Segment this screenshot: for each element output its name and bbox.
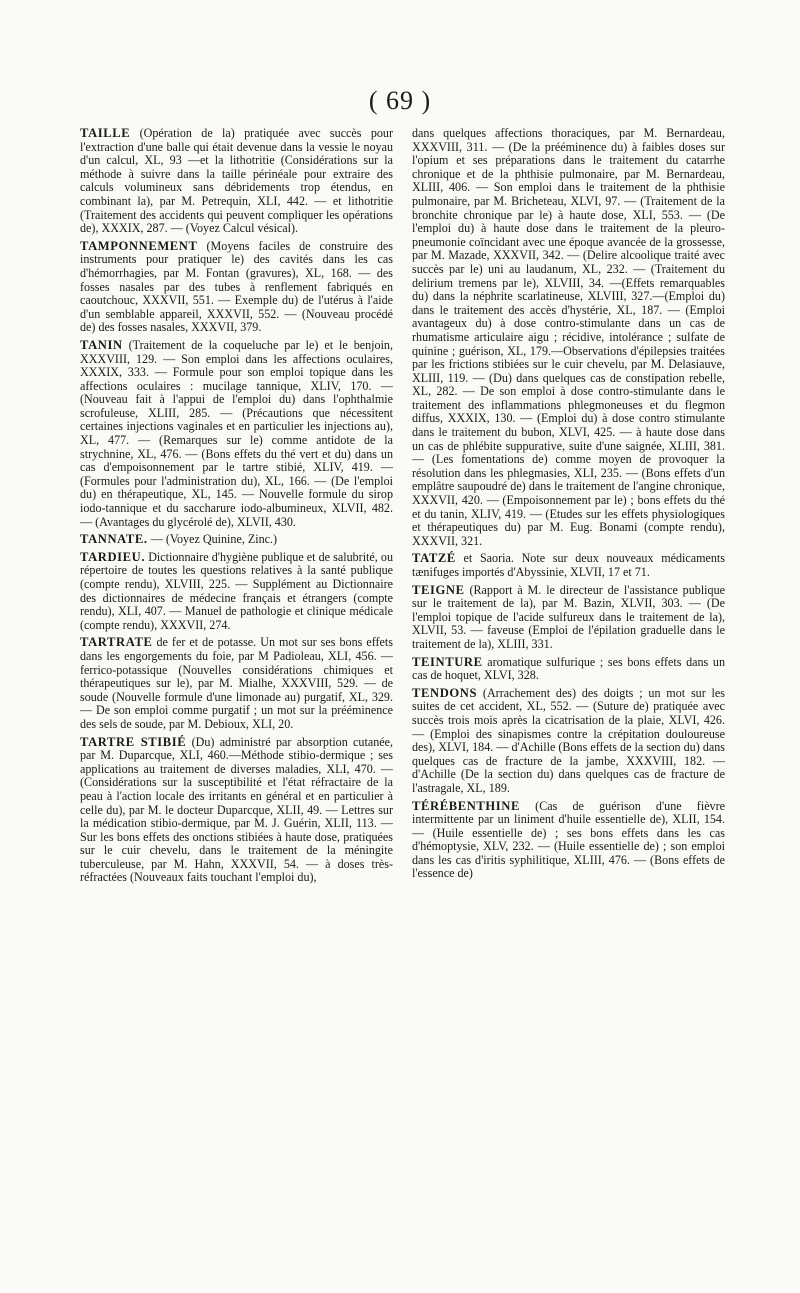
index-entry <box>80 533 393 547</box>
entry-heading: TEINTURE <box>412 654 483 669</box>
index-entry <box>412 552 725 579</box>
index-entry <box>80 636 393 731</box>
entry-text: Dictionnaire d'hygiène publique et de salubrité, ou répertoire de toutes les questions relatives à la santé publique (compte rendu), XLVIII, 225. — Supplément au Dictionnaire des dictionnaires de médecine français et étrangers (compte rendu), XLI, 407. — Manuel de pathologie et clinique médicale (compte rendu), XXXVII, 274. <box>80 549 393 632</box>
index-entry <box>80 736 393 886</box>
index-entry <box>80 551 393 633</box>
index-entry <box>412 687 725 796</box>
entry-text: (Arrachement des) des doigts ; un mot sur les suites de cet accident, XL, 552. — (Suture de) pratiquée avec succès trois mois après la cicatrisation de la plaie, XLVI, 426. — (Emploi des sinapismes contre la crépitation douloureuse des), XLVI, 184. — d'Achille (Bons effets de la section du) dans quelques cas de fracture de la jambe, XXXVIII, 182. — d'Achille (De la section du) dans quelques cas de fracture de l'astragale, XL, 189. <box>412 685 725 795</box>
entry-heading: TAMPONNEMENT <box>80 238 198 253</box>
entry-text: de fer et de potasse. Un mot sur ses bons effets dans les engorgements du foie, par M Padioleau, XLI, 456. — ferrico-potassique (Nouvelles considérations chimiques et thérapeutiques sur le), par M. Mialhe, XXXVIII, 529. — de soude (Nouvelle formule d'une limonade au) purgatif, XL, 329. — De son emploi comme purgatif ; un mot sur la prééminence des sels de soude, par M. Debioux, XLI, 20. <box>80 635 393 731</box>
entry-heading: TEIGNE <box>412 582 465 597</box>
entry-text: — (Voyez Quinine, Zinc.) <box>147 532 278 547</box>
entry-heading: TÉRÉBENTHINE <box>412 798 520 813</box>
right-column <box>412 127 725 885</box>
entry-heading: TANNATE. <box>80 532 148 547</box>
left-column <box>80 127 393 889</box>
entry-heading: TATZÉ <box>412 551 456 566</box>
entry-heading: TARTRATE <box>80 635 153 650</box>
index-entry <box>80 240 393 335</box>
index-entry <box>80 339 393 529</box>
entry-text: (Opération de la) pratiquée avec succès pour l'extraction d'une balle qui était devenue dans la vessie le noyau d'un calcul, XL, 93 —et la lithotritie (Considérations sur la méthode à suivre dans la taille périnéale pour extraire des calculs volumineux sans débridements trop étendus, en combinant la), par M. Petrequin, XLI, 442. — et lithotritie (Traitement des accidents qui peuvent compliquer les opérations de), XXXIX, 287. — (Voyez Calcul vésical). <box>80 126 393 236</box>
index-entry <box>412 800 725 882</box>
entry-text: (Rapport à M. le directeur de l'assistance publique sur le traitement de la), par M. Bazin, XLVII, 303. — (De l'emploi topique de l'acide sulfureux dans le traitement de la), XLVII, 53. — faveuse (Emploi de l'épilation graduelle dans le traitement de la), XLIII, 331. <box>412 582 725 651</box>
entry-text: et Saoria. Note sur deux nouveaux médicaments tænifuges importés d'Abyssinie, XLVII, 17 et 71. <box>412 551 725 579</box>
index-entry <box>412 127 725 548</box>
index-entry <box>412 656 725 683</box>
index-entry <box>412 584 725 652</box>
index-entry <box>80 127 393 236</box>
entry-text: (Du) administré par absorption cutanée, par M. Duparcque, XLI, 460.—Méthode stibio-dermique ; ses applications au traitement de diverses maladies, XLI, 470. — (Considérations sur la susceptibilité et l'état réfractaire de la peau à l'action locale des irritants en général et en particulier à celle du), par M. le docteur Duparcque, XLII, 49. — Lettres sur la médication stibio-dermique, par M. J. Guérin, XLII, 113. — Sur les bons effets des onctions stibiées à haute dose, pratiquées sur le cuir chevelu, dans le traitement de la méningite tuberculeuse, par M. Hahn, XXXVII, 54. — à doses très-réfractées (Nouveaux faits touchant l'emploi du), <box>80 734 393 885</box>
entry-text: (Traitement de la coqueluche par le) et le benjoin, XXXVIII, 129. — Son emploi dans les affections oculaires, XXXIX, 333. — Formule pour son emploi topique dans les affections oculaires : mucilage tannique, XLIV, 170. — (Nouveau fait à l'appui de l'emploi du) dans l'ophthalmie scrofuleuse, XLIII, 285. — (Précautions que nécessitent certaines injections vaginales et en particulier les injections au), XL, 477. — (Remarques sur le) comme antidote de la strychnine, XL, 476. — (Bons effets du thé vert et du) dans un cas d'empoisonnement par le tartre stibié, XLIV, 419. — (Formules pour l'administration du), XL, 166. — (De l'emploi du) en thérapeutique, XL, 145. — Nouvelle formule du sirop iodo-tannique et du saccharure iodo-albumineux, XLVII, 482. — (Avantages du glycérolé de), XLVII, 430. <box>80 337 393 529</box>
entry-text: (Moyens faciles de construire des instruments pour pratiquer le) des cavités dans les cas d'hémorrhagies, par M. Fontan (gravures), XL, 168. — des fosses nasales par des tubes à renflement fabriqués en caoutchouc, XXXVII, 551. — Exemple du) de l'utérus à l'aide d'un semblable appareil, XXXVII, 552. — (Nouveau procédé de) des fosses nasales, XXXVII, 379. <box>80 238 393 335</box>
entry-text: aromatique sulfurique ; ses bons effets dans un cas de hoquet, XLVI, 328. <box>412 654 725 683</box>
entry-heading: TAILLE <box>80 126 131 140</box>
entry-text: dans quelques affections thoraciques, par M. Bernardeau, XXXVIII, 311. — (De la prééminence du) à faibles doses sur l'opium et ses préparations dans le traitement du catarrhe chronique et de la phthisie pulmonaire, par M. Bernardeau, XLIII, 406. — Son emploi dans le traitement de la phthisie pulmonaire, par M. Bricheteau, XLVI, 97. — (Traitement de la bronchite chronique par le) à haute dose, XLI, 553. — (De l'emploi du) à haute dose dans le traitement de la pleuro-pneumonie coïncidant avec une époque avancée de la grossesse, par M. Mazade, XXXVII, 342. — (Delire alcoolique traité avec succès par le) uni au laudanum, XL, 232. — (Traitement du delirium tremens par le), XLVIII, 34. —(Effets remarquables du) dans la néphrite scarlatineuse, XLVIII, 327.—(Emploi du) dans le traitement des accès d'hystérie, XL, 187. — (Emploi avantageux du) à dose contro-stimulante dans un cas de rhumatisme articulaire aigu ; récidive, intolérance ; sulfate de quinine ; guérison, XL, 179.—Observations d'épilepsies traitées par les frictions stibiées sur le cuir chevelu, par M. Delasiauve, XLIII, 119. — (Du) dans quelques cas de constipation rebelle, XL, 282. — De son emploi à dose contro-stimulante dans le traitement des inflammations phlegmoneuses et du flegmon diffus, XXXIX, 130. — (Emploi du) à dose contro stimulante dans le traitement du bubon, XLVI, 425. — à haute dose dans un cas de phlébite suppurative, suite d'une saignée, XLIII, 381. — (Les fomentations de) comme moyen de provoquer la résolution dans les phlegmasies, XLI, 235. — (Bons effets d'un emplâtre saupoudré de) dans le traitement de l'angine chronique, XXXVII, 420. — (Empoisonnement par le) ; bons effets du thé et du tanin, XLIV, 419. — (Etudes sur les effets physiologiques et thérapeutiques du) par M. Eug. Bonami (compte rendu), XXXVII, 321. <box>412 126 725 548</box>
page-number: ( 69 ) <box>368 86 432 115</box>
entry-heading: TARDIEU. <box>80 549 146 564</box>
entry-heading: TARTRE STIBIÉ <box>80 734 187 749</box>
entry-heading: TENDONS <box>412 685 478 700</box>
entry-text: (Cas de guérison d'une fièvre intermittente par un liniment d'huile essentielle de), XLII, 154. — (Huile essentielle de) ; ses bons effets dans les cas d'hémoptysie, XLV, 232. — (Huile essentielle de) ; son emploi dans les cas d'iritis syphilitique, XLIII, 476. — (Bons effets de l'essence de) <box>412 798 725 881</box>
entry-heading: TANIN <box>80 337 123 352</box>
